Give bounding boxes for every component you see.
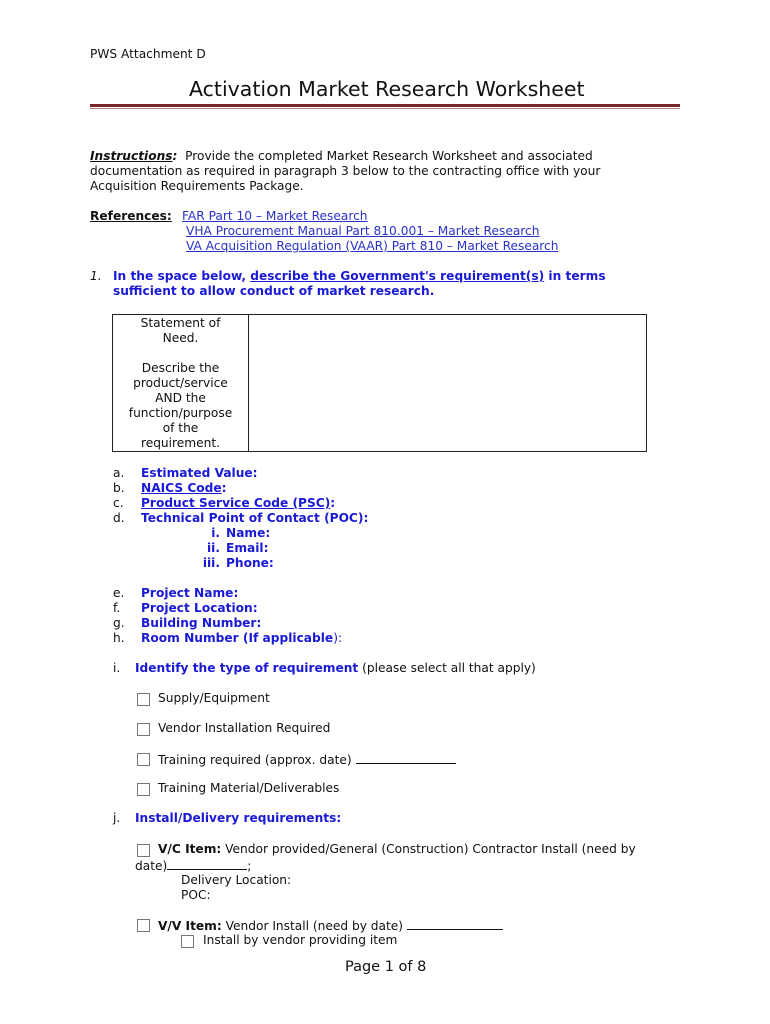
vc-date-field[interactable]	[167, 857, 247, 870]
instructions-label: Instructions	[90, 149, 173, 163]
training-material-checkbox[interactable]	[137, 783, 150, 796]
install-by-vendor-checkbox[interactable]	[181, 935, 194, 948]
project-location-label: Project Location:	[141, 601, 258, 615]
instructions-line2: documentation as required in paragraph 3 below to the contracting office with your	[90, 164, 601, 178]
need-label-2: Need.	[162, 331, 199, 345]
title-rule-thin	[90, 108, 680, 109]
need-label-3: Describe the	[141, 361, 220, 375]
poc-num: i.	[211, 526, 220, 540]
vc-poc-label: POC:	[181, 888, 211, 902]
supply-equipment-checkbox[interactable]	[137, 693, 150, 706]
training-date-field[interactable]	[356, 751, 456, 764]
instructions-line3: Acquisition Requirements Package.	[90, 179, 304, 193]
estimated-value-label: Estimated Value:	[141, 466, 258, 480]
instructions-line1: Instructions: Provide the completed Market Research Worksheet and associated	[90, 149, 593, 163]
requirement-type-heading: Identify the type of requirement (please select all that apply)	[135, 661, 536, 675]
item-letter: c.	[113, 496, 124, 510]
vv-item-checkbox[interactable]	[137, 919, 150, 932]
poc-label: Technical Point of Contact (POC):	[141, 511, 369, 525]
item-letter: e.	[113, 586, 125, 600]
project-name-label: Project Name:	[141, 586, 239, 600]
page-number: Page 1 of 8	[345, 959, 427, 975]
poc-name-label: Name:	[226, 526, 271, 540]
need-label-5: AND the	[155, 391, 206, 405]
need-description-field[interactable]	[250, 316, 643, 448]
item-letter: d.	[113, 511, 125, 525]
vc-item-text-line2: date) ;	[135, 859, 252, 873]
training-required-label: Training required (approx. date)	[158, 751, 456, 767]
reference-link-vaar[interactable]: VA Acquisition Regulation (VAAR) Part 810 – Market Research	[186, 239, 559, 253]
item-letter: a.	[113, 466, 125, 480]
references-label: References:	[90, 209, 172, 223]
naics-code-label: NAICS Code:	[141, 481, 227, 495]
building-number-label: Building Number:	[141, 616, 262, 630]
need-table-left	[112, 316, 249, 451]
attachment-label: PWS Attachment D	[90, 47, 206, 61]
training-required-checkbox[interactable]	[137, 753, 150, 766]
install-delivery-heading: Install/Delivery requirements:	[135, 811, 342, 825]
poc-num: iii.	[202, 556, 220, 570]
vendor-installation-checkbox[interactable]	[137, 723, 150, 736]
item-letter: b.	[113, 481, 125, 495]
item-letter: f.	[113, 601, 121, 615]
item-letter: g.	[113, 616, 125, 630]
item-letter: h.	[113, 631, 125, 645]
title-rule	[90, 104, 680, 107]
need-label-1: Statement of	[140, 316, 221, 330]
reference-link-vha[interactable]: VHA Procurement Manual Part 810.001 – Market Research	[186, 224, 540, 238]
q1-text-line2: sufficient to allow conduct of market research.	[113, 284, 435, 298]
training-material-label: Training Material/Deliverables	[158, 781, 340, 795]
vc-item-checkbox[interactable]	[137, 844, 150, 857]
vc-item-text: V/C Item: Vendor provided/General (Construction) Contractor Install (need by	[158, 842, 636, 856]
need-label-8: requirement.	[140, 436, 221, 450]
item-letter: j.	[113, 811, 121, 825]
item-letter: i.	[113, 661, 121, 675]
q1-number: 1.	[90, 269, 102, 283]
need-label-6: function/purpose	[128, 406, 233, 420]
need-label-4: product/service	[133, 376, 228, 390]
poc-num: ii.	[207, 541, 220, 555]
page-title: Activation Market Research Worksheet	[189, 77, 585, 101]
reference-link-far[interactable]: FAR Part 10 – Market Research	[182, 209, 368, 223]
poc-email-label: Email:	[226, 541, 269, 555]
psc-label: Product Service Code (PSC):	[141, 496, 336, 510]
install-by-vendor-label: Install by vendor providing item	[203, 933, 398, 947]
vv-date-field[interactable]	[407, 917, 503, 930]
vendor-installation-label: Vendor Installation Required	[158, 721, 331, 735]
supply-equipment-label: Supply/Equipment	[158, 691, 270, 705]
q1-text: In the space below, describe the Government's requirement(s) in terms	[113, 269, 606, 283]
need-label-7: of the	[162, 421, 199, 435]
vv-item-text: V/V Item: Vendor Install (need by date)	[158, 917, 503, 933]
room-number-label: Room Number (If applicable):	[141, 631, 343, 645]
vc-delivery-location-label: Delivery Location:	[181, 873, 292, 887]
poc-phone-label: Phone:	[226, 556, 274, 570]
